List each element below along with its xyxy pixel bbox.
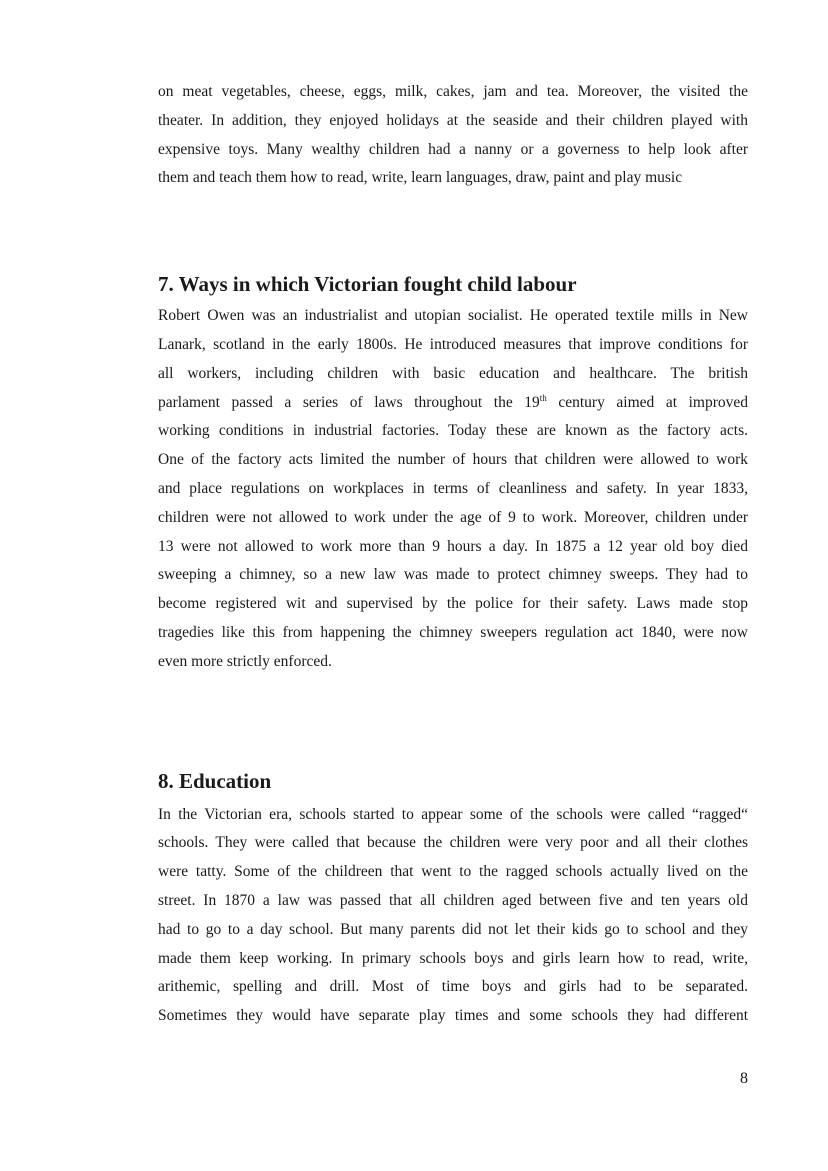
document-page [158, 78, 748, 1031]
text-line: Robert Owen was an industrialist and utopian socialist. He operated textile mills in New [158, 307, 748, 325]
text-line: sweeping a chimney, so a new law was made to protect chimney sweeps. They had to [158, 566, 748, 584]
text-line: Lanark, scotland in the early 1800s. He introduced measures that improve conditions for [158, 335, 748, 353]
text-line: In the Victorian era, schools started to appear some of the schools were called “ragged“ [158, 805, 748, 823]
text-line-with-superscript [158, 389, 748, 418]
section-8-heading: 8. Education [158, 768, 272, 793]
text-line: and place regulations on workplaces in terms of cleanliness and safety. In year 1833, [158, 479, 748, 497]
text-line: them and teach them how to read, write, learn languages, draw, paint and play music [158, 169, 683, 187]
text-line: even more strictly enforced. [158, 652, 332, 670]
intro-paragraph [158, 78, 748, 193]
section-8-paragraph [158, 801, 748, 1031]
text-line: expensive toys. Many wealthy children had a nanny or a governess to help look after [158, 140, 748, 158]
section-7-heading: 7. Ways in which Victorian fought child labour [158, 272, 577, 297]
text-line: all workers, including children with basic education and healthcare. The british [158, 364, 748, 382]
text-line: tragedies like this from happening the chimney sweepers regulation act 1840, were now [158, 623, 748, 641]
page-number: 8 [740, 1070, 748, 1087]
text-line: become registered wit and supervised by the police for their safety. Laws made stop [158, 595, 748, 613]
text-line: had to go to a day school. But many parents did not let their kids go to school and they [158, 920, 748, 938]
text-line: 13 were not allowed to work more than 9 hours a day. In 1875 a 12 year old boy died [158, 537, 748, 555]
text-line: street. In 1870 a law was passed that all children aged between five and ten years old [158, 891, 748, 909]
text-line: schools. They were called that because the children were very poor and all their clothes [158, 834, 748, 852]
text-line: One of the factory acts limited the number of hours that children were allowed to work [158, 451, 748, 469]
text-line: on meat vegetables, cheese, eggs, milk, cakes, jam and tea. Moreover, the visited the [158, 83, 748, 100]
text-line: working conditions in industrial factories. Today these are known as the factory acts. [158, 422, 748, 440]
text-line: Sometimes they would have separate play times and some schools they had different [158, 1007, 748, 1025]
text-line: arithemic, spelling and drill. Most of time boys and girls had to be separated. [158, 978, 748, 996]
line-text-after: century aimed at improved [546, 393, 748, 411]
text-line: made them keep working. In primary schools boys and girls learn how to read, write, [158, 949, 748, 967]
text-line: theater. In addition, they enjoyed holidays at the seaside and their children played with [158, 111, 748, 129]
line-text-before: parlament passed a series of laws throughout the 19 [158, 393, 540, 411]
ordinal-superscript: th [539, 392, 547, 403]
text-line: were tatty. Some of the childreen that went to the ragged schools actually lived on the [158, 863, 748, 881]
text-line: children were not allowed to work under the age of 9 to work. Moreover, children under [158, 508, 748, 526]
section-7-paragraph [158, 302, 748, 676]
